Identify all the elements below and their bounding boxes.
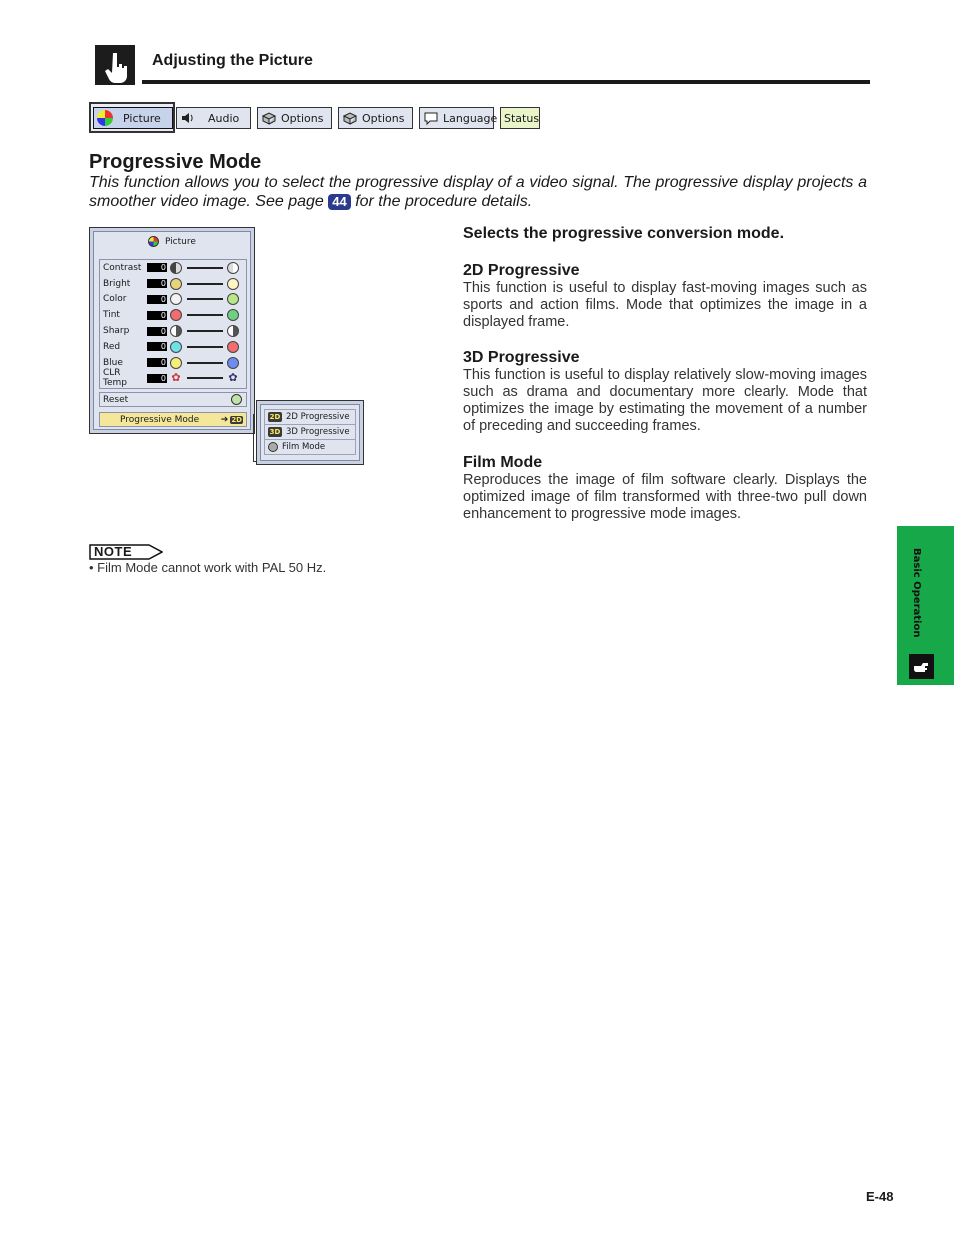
intro-text-end: for the procedure details. [355, 193, 533, 210]
tab-label: Picture [123, 111, 161, 125]
osd-progressive-submenu [256, 400, 364, 465]
slider-bar[interactable] [187, 377, 223, 379]
osd-picture-menu [89, 227, 255, 434]
item-heading: 2D Progressive [463, 262, 580, 279]
hand-pointer-icon [95, 45, 135, 85]
color-low-icon [170, 293, 182, 305]
item-2d-progressive [463, 262, 867, 331]
intro-text: This function allows you to select the progressive display of a video signal. The progressive display projects a smoother video image. See page [89, 174, 867, 210]
osd-row-red[interactable]: Red 0 [100, 339, 246, 355]
header-divider [142, 80, 870, 84]
picture-icon [97, 110, 113, 126]
tab-options-1[interactable] [257, 107, 332, 129]
blue-icon [227, 357, 239, 369]
slider-bar[interactable] [187, 283, 223, 285]
item-body: This function is useful to display relatively slow-moving images such as drama and documentary more clearly. Mode that optimizes the image by estimating the movement of a number of preceding and succeeding frames. [463, 367, 867, 434]
yellow-icon [170, 357, 182, 369]
options-box-icon [261, 110, 277, 126]
osd-row-blue[interactable]: Blue 0 [100, 355, 246, 371]
contrast-low-icon [170, 262, 182, 274]
sharp-high-icon [227, 325, 239, 337]
cyan-icon [170, 341, 182, 353]
item-body: This function is useful to display fast-moving images such as sports and action films. Mode that optimizes the image in a displayed frame. [463, 280, 867, 330]
intro-paragraph [89, 173, 867, 211]
item-film-mode [463, 454, 867, 523]
slider-bar[interactable] [187, 298, 223, 300]
tint-green-icon [227, 309, 239, 321]
osd-row-tint[interactable]: Tint 0 [100, 307, 246, 323]
arrow-right-icon: ➔ [220, 414, 229, 425]
osd-row-contrast[interactable]: Contrast 0 [100, 260, 246, 276]
picture-icon [148, 236, 159, 247]
contrast-high-icon [227, 262, 239, 274]
cool-temp-icon: ✿ [228, 371, 238, 385]
warm-temp-icon: ✿ [171, 371, 181, 385]
speech-bubble-icon [423, 110, 439, 126]
osd-row-clr-temp[interactable]: CLR Temp 0 ✿ ✿ [103, 368, 238, 389]
reset-icon [231, 394, 242, 405]
osd-reset-row[interactable]: Reset [99, 392, 247, 407]
speaker-icon [180, 110, 196, 126]
osd-title: Picture [94, 236, 250, 247]
film-icon [268, 442, 278, 452]
page-reference-badge[interactable]: 44 [328, 194, 350, 210]
osd-progressive-mode-row[interactable]: Progressive Mode ➔ 2D [99, 412, 247, 427]
item-3d-progressive [463, 349, 867, 435]
tab-label: Options [281, 111, 324, 125]
osd-row-bright[interactable]: Bright 0 [100, 276, 246, 292]
osd-adjustment-list [99, 259, 247, 389]
slider-bar[interactable] [187, 314, 223, 316]
osd-row-color[interactable]: Color 0 [100, 292, 246, 308]
side-chapter-tab [897, 526, 954, 685]
section-title: Progressive Mode [89, 151, 262, 173]
tab-status[interactable] [500, 107, 540, 129]
tab-picture[interactable] [93, 107, 173, 129]
item-heading: 3D Progressive [463, 349, 580, 366]
tab-label: Status [504, 111, 540, 125]
slider-bar[interactable] [187, 346, 223, 348]
page-header-title: Adjusting the Picture [152, 52, 313, 69]
note-text: • Film Mode cannot work with PAL 50 Hz. [89, 560, 327, 575]
item-heading: Film Mode [463, 454, 543, 471]
tab-label: Language [443, 111, 498, 125]
side-tab-label: Basic Operation [911, 548, 922, 638]
slider-bar[interactable] [187, 362, 223, 364]
page-number: E-48 [866, 1189, 894, 1204]
note-tag: NOTE [89, 544, 163, 560]
brightness-low-icon [170, 278, 182, 290]
3d-icon: 3D [269, 428, 281, 436]
slider-bar[interactable] [187, 330, 223, 332]
progressive-value: 2D [231, 415, 242, 424]
tab-label: Audio [208, 111, 240, 125]
options-box-icon [342, 110, 358, 126]
item-body: Reproduces the image of film software clearly. Displays the optimized image of film transformed with three-two pull down enhancement to progressive mode images. [463, 472, 867, 522]
slider-bar[interactable] [187, 267, 223, 269]
tab-audio[interactable] [176, 107, 251, 129]
tint-red-icon [170, 309, 182, 321]
osd-row-sharp[interactable]: Sharp 0 [100, 323, 246, 339]
tab-options-2[interactable] [338, 107, 413, 129]
red-icon [227, 341, 239, 353]
tab-label: Options [362, 111, 405, 125]
sharp-low-icon [170, 325, 182, 337]
color-high-icon [227, 293, 239, 305]
submenu-item-3d[interactable]: 3D 3D Progressive [264, 424, 356, 440]
tab-language[interactable] [419, 107, 498, 129]
brightness-high-icon [227, 278, 239, 290]
2d-icon: 2D [269, 413, 281, 421]
submenu-item-2d[interactable]: 2D 2D Progressive [264, 409, 356, 425]
hand-icon [909, 654, 934, 679]
submenu-item-film[interactable]: Film Mode [264, 439, 356, 455]
lead-text: Selects the progressive conversion mode. [463, 225, 785, 242]
